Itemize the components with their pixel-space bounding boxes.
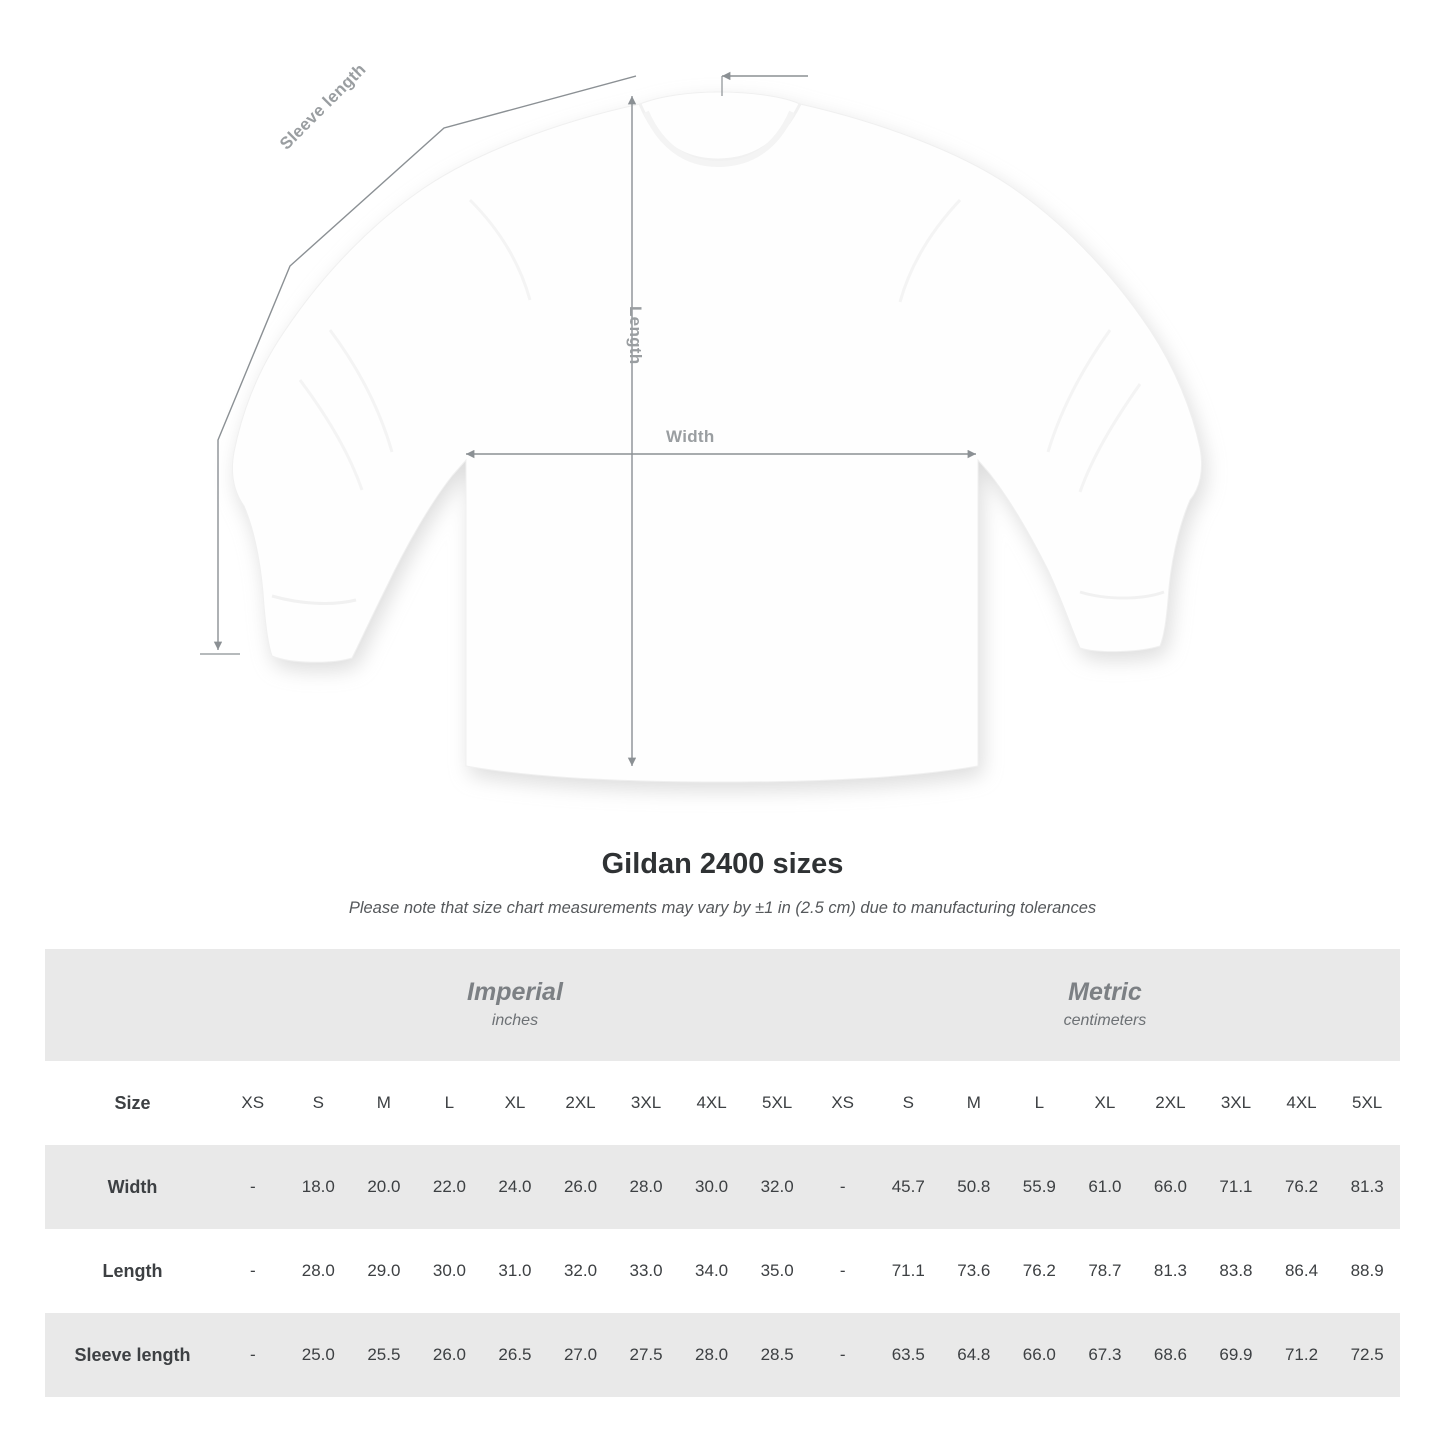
cell-width-imperial-xs: - (220, 1145, 286, 1229)
cell-length-metric-m: 73.6 (957, 1261, 991, 1280)
cell-length-metric-3xl: 83.8 (1219, 1261, 1253, 1280)
tolerance-note: Please note that size chart measurements may vary by ±1 in (2.5 cm) due to manufacturing tolerances (348, 899, 1097, 917)
row-label-width: Width (45, 1145, 220, 1229)
cell-length-metric-5xl: 88.9 (1350, 1261, 1384, 1280)
unit-group-name: Metric (1068, 977, 1142, 1006)
cell-length-metric-l: 76.2 (1022, 1261, 1056, 1280)
cell-length-imperial-xl: 31.0 (498, 1261, 532, 1280)
cell-sleeve-length-metric-3xl: 69.9 (1203, 1313, 1269, 1397)
cell-length-metric-xl: 78.7 (1088, 1261, 1122, 1280)
cell-width-metric-2xl: 66.0 (1138, 1145, 1204, 1229)
cell-length-imperial-xs: - (249, 1261, 256, 1280)
cell-sleeve-length-metric-xs: - (810, 1313, 876, 1397)
cell-sleeve-length-metric-xl: 67.3 (1072, 1313, 1138, 1397)
column-header-imperial-m: M (351, 1061, 417, 1145)
cell-length-imperial-4xl: 34.0 (695, 1261, 729, 1280)
cell-length-imperial-2xl: 32.0 (563, 1261, 598, 1280)
cell-width-metric-m: 50.8 (941, 1145, 1007, 1229)
column-header-imperial-xs: XS (220, 1061, 286, 1145)
cell-length-metric-4xl: 86.4 (1284, 1261, 1319, 1280)
cell-sleeve-length-imperial-l: 26.0 (417, 1313, 483, 1397)
column-header-metric-l: L (1007, 1061, 1073, 1145)
row-label-length: Length (102, 1260, 163, 1281)
page-title: Gildan 2400 sizes (601, 848, 844, 880)
cell-width-imperial-l: 22.0 (417, 1145, 483, 1229)
column-header-metric-xs: XS (810, 1061, 876, 1145)
cell-width-imperial-3xl: 28.0 (613, 1145, 679, 1229)
column-header-metric-3xl: 3XL (1203, 1061, 1269, 1145)
shirt-shape (232, 92, 1201, 782)
column-header-metric-4xl: 4XL (1269, 1061, 1335, 1145)
size-table-wrap (45, 949, 1400, 1397)
cell-width-imperial-2xl: 26.0 (548, 1145, 614, 1229)
cell-sleeve-length-imperial-3xl: 27.5 (613, 1313, 679, 1397)
header-size-label: Size (45, 1061, 220, 1145)
cell-sleeve-length-metric-4xl: 71.2 (1269, 1313, 1335, 1397)
column-header-metric-xl: XL (1072, 1061, 1138, 1145)
column-header-imperial-4xl: 4XL (679, 1061, 745, 1145)
row-label-sleeve-length: Sleeve length (45, 1313, 220, 1397)
unit-group-metric (810, 949, 1400, 1061)
cell-width-metric-s: 45.7 (875, 1145, 941, 1229)
cell-width-metric-xl: 61.0 (1072, 1145, 1138, 1229)
column-header-imperial-2xl: 2XL (548, 1061, 614, 1145)
unit-group-imperial (220, 949, 810, 1061)
column-header-metric-s: S (875, 1061, 941, 1145)
cell-length-metric-s: 71.1 (891, 1261, 925, 1280)
table-row (45, 1313, 1400, 1397)
unit-group-sub: centimeters (1063, 1011, 1147, 1029)
sleeve-length-label: Sleeve length (276, 59, 370, 154)
column-header-imperial-3xl: 3XL (613, 1061, 679, 1145)
width-label: Width (666, 427, 715, 446)
column-header-imperial-s: S (286, 1061, 352, 1145)
cell-sleeve-length-metric-5xl: 72.5 (1334, 1313, 1400, 1397)
cell-length-imperial-m: 29.0 (367, 1261, 401, 1280)
cell-sleeve-length-metric-s: 63.5 (875, 1313, 941, 1397)
unit-row-spacer (45, 949, 220, 1061)
column-header-metric-m: M (941, 1061, 1007, 1145)
cell-sleeve-length-imperial-4xl: 28.0 (679, 1313, 745, 1397)
cell-sleeve-length-imperial-5xl: 28.5 (744, 1313, 810, 1397)
cell-width-metric-3xl: 71.1 (1203, 1145, 1269, 1229)
cell-length-metric-2xl: 81.3 (1153, 1261, 1187, 1280)
cell-sleeve-length-imperial-2xl: 27.0 (548, 1313, 614, 1397)
cell-width-imperial-m: 20.0 (351, 1145, 417, 1229)
cell-width-imperial-s: 18.0 (286, 1145, 352, 1229)
length-label: Length (626, 306, 645, 365)
unit-group-name: Imperial (467, 977, 563, 1006)
column-header-imperial-l: L (417, 1061, 483, 1145)
cell-width-metric-xs: - (810, 1145, 876, 1229)
cell-sleeve-length-metric-2xl: 68.6 (1138, 1313, 1204, 1397)
column-header-imperial-xl: XL (482, 1061, 548, 1145)
cell-length-imperial-l: 30.0 (432, 1261, 466, 1280)
cell-sleeve-length-imperial-s: 25.0 (286, 1313, 352, 1397)
size-chart-table (45, 949, 1400, 1397)
table-row (45, 1229, 1400, 1313)
title-block (0, 848, 1445, 918)
cell-width-imperial-xl: 24.0 (482, 1145, 548, 1229)
table-header-row (45, 1061, 1400, 1145)
cell-sleeve-length-metric-l: 66.0 (1007, 1313, 1073, 1397)
cell-sleeve-length-metric-m: 64.8 (941, 1313, 1007, 1397)
cell-width-metric-5xl: 81.3 (1334, 1145, 1400, 1229)
cell-sleeve-length-imperial-xl: 26.5 (482, 1313, 548, 1397)
column-header-metric-5xl: 5XL (1334, 1061, 1400, 1145)
cell-length-imperial-5xl: 35.0 (760, 1261, 794, 1280)
cell-length-imperial-s: 28.0 (301, 1261, 335, 1280)
column-header-imperial-5xl: 5XL (744, 1061, 810, 1145)
cell-width-imperial-4xl: 30.0 (679, 1145, 745, 1229)
cell-width-imperial-5xl: 32.0 (744, 1145, 810, 1229)
cell-sleeve-length-imperial-xs: - (220, 1313, 286, 1397)
cell-length-metric-xs: - (839, 1261, 846, 1280)
cell-sleeve-length-imperial-m: 25.5 (351, 1313, 417, 1397)
table-row (45, 1145, 1400, 1229)
unit-group-sub: inches (491, 1011, 539, 1029)
column-header-metric-2xl: 2XL (1138, 1061, 1204, 1145)
cell-width-metric-l: 55.9 (1007, 1145, 1073, 1229)
cell-width-metric-4xl: 76.2 (1269, 1145, 1335, 1229)
unit-group-row (45, 949, 1400, 1061)
cell-length-imperial-3xl: 33.0 (629, 1261, 663, 1280)
